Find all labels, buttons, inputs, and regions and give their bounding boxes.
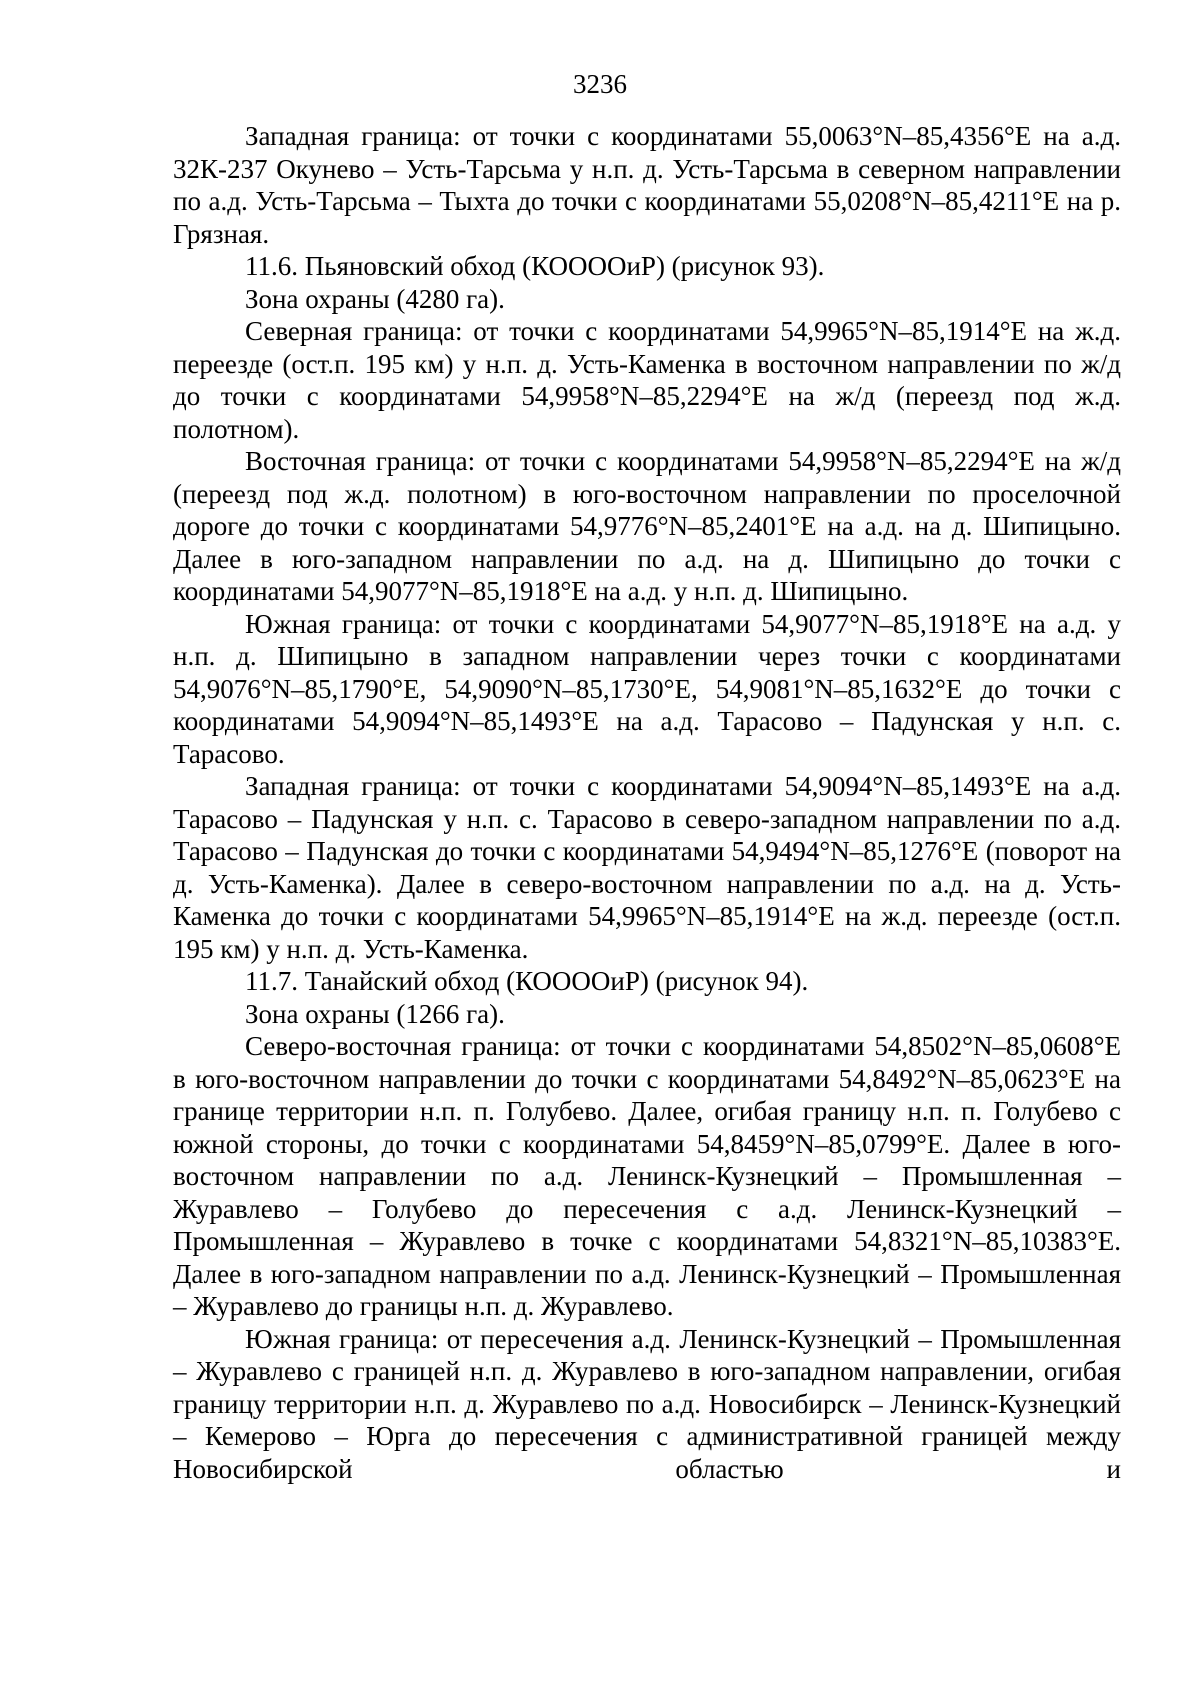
protection-zone-11-6: Зона охраны (4280 га). (245, 283, 505, 314)
section-heading-11-6: 11.6. Пьяновский обход (КООООиР) (рисунок 93). (245, 251, 825, 281)
section-heading-11-7: 11.7. Танайский обход (КООООиР) (рисунок 94). (245, 966, 809, 996)
document-body (173, 120, 1121, 1485)
paragraph-north-border: Северная граница: от точки с координатами 54,9965°N–85,1914°E на ж.д. переезде (ост.п. 195 км) у н.п. д. Усть-Каменка в восточном направлении по ж/д до точки с координатами 54,9958°N–85,2294°E на ж/д (переезд под ж.д. полотном). (173, 316, 1121, 444)
paragraph-south-border-2: Южная граница: от пересечения а.д. Ленинск-Кузнецкий – Промышленная – Журавлево с границей н.п. д. Журавлево в юго-западном направлении, огибая границу территории н.п. д. Журавлево по а.д. Новосибирск – Ленинск-Кузнецкий – Кемерово – Юрга до пересечения с административной границей между Новосибирской областью и (173, 1323, 1121, 1484)
paragraph-west-border-2: Западная граница: от точки с координатами 54,9094°N–85,1493°E на а.д. Тарасово – Падунская у н.п. с. Тарасово в северо-западном направлении по а.д. Тарасово – Падунская до точки с координатами 54,9494°N–85,1276°E (поворот на д. Усть-Каменка). Далее в северо-восточном направлении по а.д. на д. Усть-Каменка до точки с координатами 54,9965°N–85,1914°E на ж.д. переезде (ост.п. 195 км) у н.п. д. Усть-Каменка. (173, 771, 1121, 964)
paragraph-south-border-1: Южная граница: от точки с координатами 54,9077°N–85,1918°E на а.д. у н.п. д. Шипицыно в западном направлении через точки с координатами 54,9076°N–85,1790°E, 54,9090°N–85,1730°E, 54,9081°N–85,1632°E до точки с координатами 54,9094°N–85,1493°E на а.д. Тарасово – Падунская у н.п. с. Тарасово. (173, 608, 1121, 769)
protection-zone-11-7: Зона охраны (1266 га). (245, 998, 505, 1029)
paragraph-west-border-1: Западная граница: от точки с координатами 55,0063°N–85,4356°E на а.д. 32К-237 Окунево – Усть-Тарсьма у н.п. д. Усть-Тарсьма в северном направлении по а.д. Усть-Тарсьма – Тыхта до точки с координатами 55,0208°N–85,4211°E на р. Грязная. (173, 121, 1121, 249)
paragraph-east-border: Восточная граница: от точки с координатами 54,9958°N–85,2294°E на ж/д (переезд под ж.д. полотном) в юго-восточном направлении по проселочной дороге до точки с координатами 54,9776°N–85,2401°E на а.д. на д. Шипицыно. Далее в юго-западном направлении по а.д. на д. Шипицыно до точки с координатами 54,9077°N–85,1918°E на а.д. у н.п. д. Шипицыно. (173, 446, 1121, 606)
paragraph-northeast-border: Северо-восточная граница: от точки с координатами 54,8502°N–85,0608°E в юго-восточном направлении до точки с координатами 54,8492°N–85,0623°E на границе территории н.п. п. Голубево. Далее, огибая границу н.п. п. Голубево с южной стороны, до точки с координатами 54,8459°N–85,0799°E. Далее в юго-восточном направлении по а.д. Ленинск-Кузнецкий – Промышленная – Журавлево – Голубево до пересечения с а.д. Ленинск-Кузнецкий – Промышленная – Журавлево в точке с координатами 54,8321°N–85,10383°E. Далее в юго-западном направлении по а.д. Ленинск-Кузнецкий – Промышленная – Журавлево до границы н.п. д. Журавлево. (173, 1031, 1121, 1321)
page-number: 3236 (573, 69, 627, 99)
